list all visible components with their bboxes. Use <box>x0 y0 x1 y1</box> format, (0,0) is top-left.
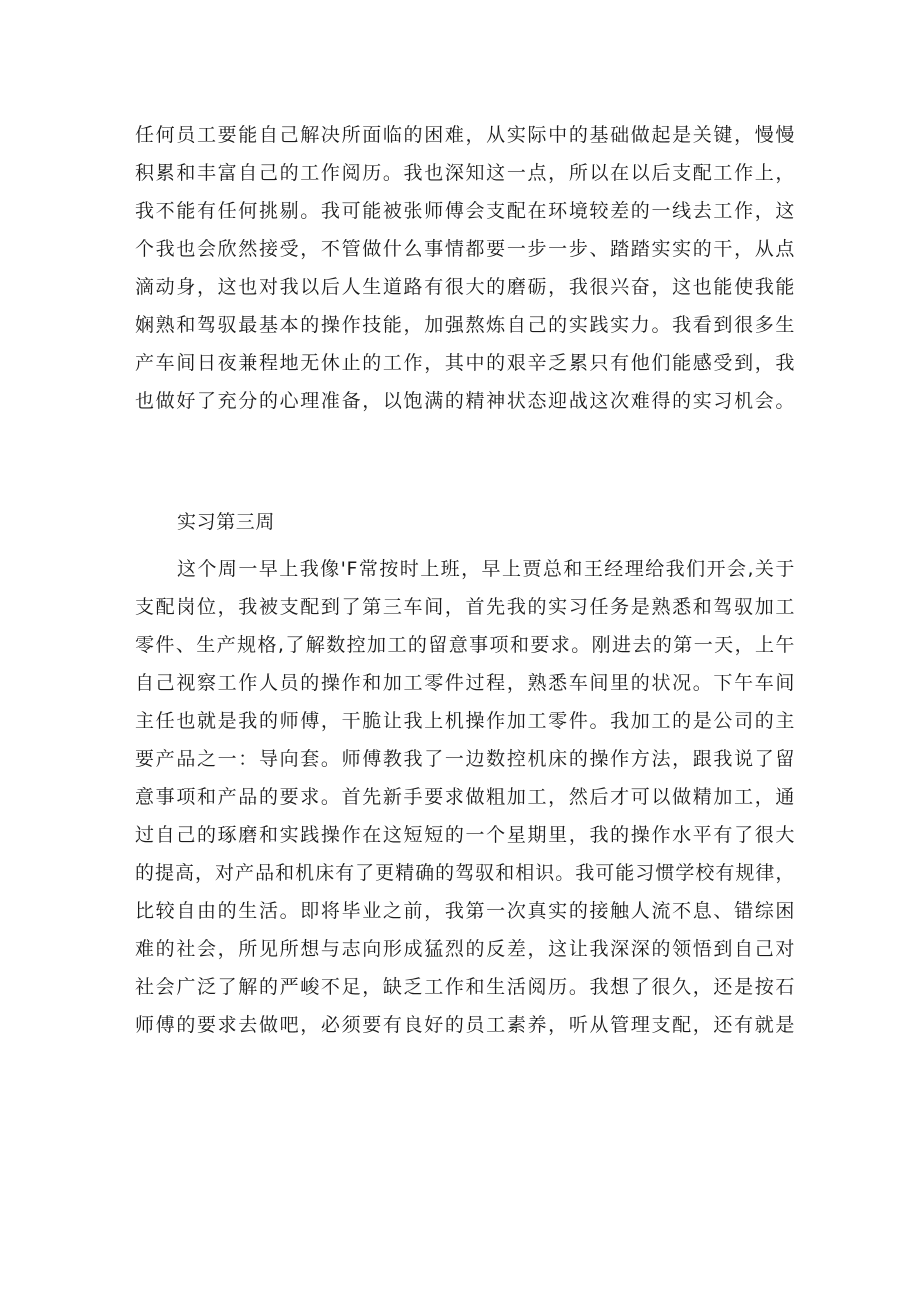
paragraph-line: 要产品之一：导向套。师傅教我了一边数控机床的操作方法，跟我说了留 <box>135 748 795 770</box>
paragraph-line: 过自己的琢磨和实践操作在这短短的一个星期里，我的操作水平有了很大 <box>135 824 795 846</box>
paragraph-line: 社会广泛了解的严峻不足，缺乏工作和生活阅历。我想了很久，还是按石 <box>135 976 795 998</box>
section-heading-block <box>135 503 795 541</box>
paragraph-2 <box>135 550 795 1044</box>
paragraph-line: 零件、生产规格,了解数控加工的留意事项和要求。刚进去的第一天，上午 <box>135 634 795 656</box>
paragraph-line: 师傅的要求去做吧，必须要有良好的员工素养，听从管理支配，还有就是 <box>135 1014 795 1036</box>
paragraph-line: 滴动身，这也对我以后人生道路有很大的磨砺，我很兴奋，这也能使我能 <box>135 276 795 298</box>
paragraph-line: 主任也就是我的师傅，干脆让我上机操作加工零件。我加工的是公司的主 <box>135 710 795 732</box>
paragraph-1 <box>135 116 795 420</box>
section-heading: 实习第三周 <box>177 511 276 533</box>
paragraph-line: 也做好了充分的心理准备，以饱满的精神状态迎战这次难得的实习机会。 <box>135 390 795 412</box>
paragraph-line: 个我也会欣然接受，不管做什么事情都要一步一步、踏踏实实的干，从点 <box>135 238 795 260</box>
paragraph-line: 娴熟和驾驭最基本的操作技能，加强熬炼自己的实践实力。我看到很多生 <box>135 314 795 336</box>
paragraph-line: 这个周一早上我像'F常按时上班，早上贾总和王经理给我们开会,关于 <box>177 558 795 580</box>
paragraph-line: 意事项和产品的要求。首先新手要求做粗加工，然后才可以做精加工，通 <box>135 786 795 808</box>
paragraph-line: 我不能有任何挑剔。我可能被张师傅会支配在环境较差的一线去工作，这 <box>135 200 795 222</box>
paragraph-line: 产车间日夜兼程地无休止的工作，其中的艰辛乏累只有他们能感受到，我 <box>135 352 795 374</box>
paragraph-line: 比较自由的生活。即将毕业之前，我第一次真实的接触人流不息、错综困 <box>135 900 795 922</box>
paragraph-line: 积累和丰富自己的工作阅历。我也深知这一点，所以在以后支配工作上， <box>135 162 795 184</box>
paragraph-line: 支配岗位，我被支配到了第三车间，首先我的实习任务是熟悉和驾驭加工 <box>135 596 795 618</box>
paragraph-line: 难的社会，所见所想与志向形成猛烈的反差，这让我深深的领悟到自己对 <box>135 938 795 960</box>
paragraph-line: 任何员工要能自己解决所面临的困难，从实际中的基础做起是关键，慢慢 <box>135 124 795 146</box>
paragraph-line: 自己视察工作人员的操作和加工零件过程，熟悉车间里的状况。下午车间 <box>135 672 795 694</box>
paragraph-line: 的提高，对产品和机床有了更精确的驾驭和相识。我可能习惯学校有规律， <box>135 862 795 884</box>
